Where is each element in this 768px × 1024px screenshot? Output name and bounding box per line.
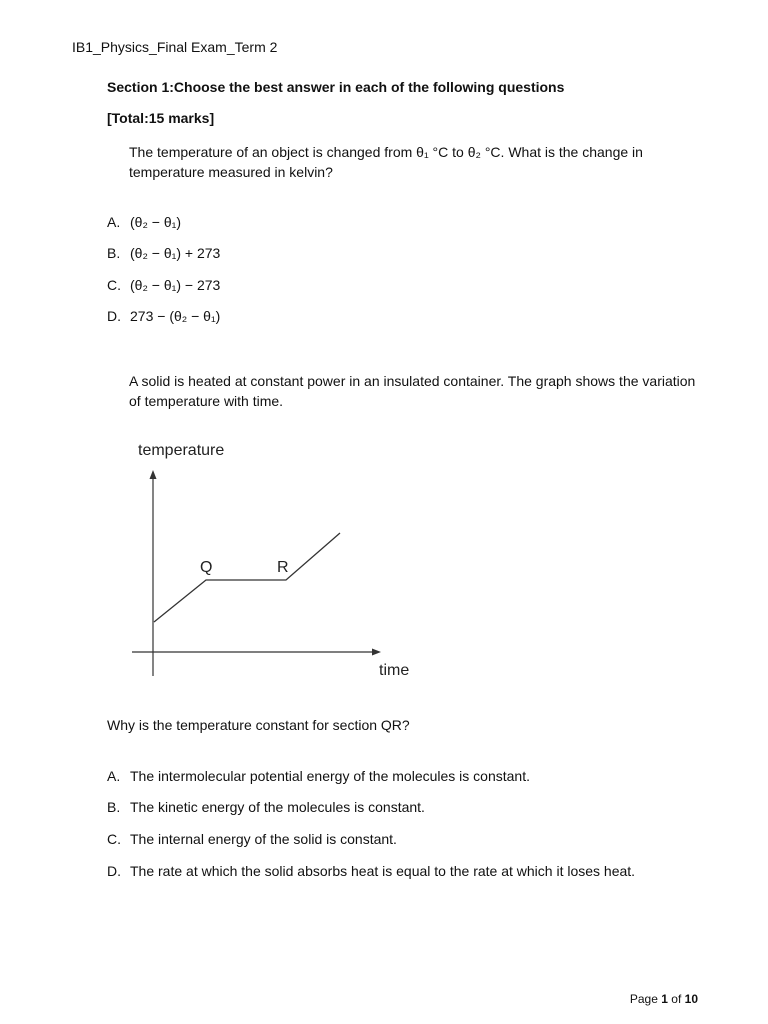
question-2-option-c (107, 831, 397, 847)
option-text: 273 − (θ₂ − θ₁) (130, 308, 221, 324)
y-axis-arrowhead (150, 470, 157, 479)
question-2-text: A solid is heated at constant power in an insulated container. The graph shows the variation of temperature with time. (129, 373, 696, 409)
option-text: The intermolecular potential energy of the molecules is constant. (130, 768, 530, 784)
x-axis-arrowhead (372, 649, 381, 656)
option-letter: C. (107, 831, 121, 847)
document-header-title: IB1_Physics_Final Exam_Term 2 (72, 39, 278, 55)
option-text: (θ₂ − θ₁) + 273 (130, 245, 221, 261)
option-letter: D. (107, 308, 121, 324)
option-text: (θ₂ − θ₁) (130, 214, 182, 230)
option-text: The rate at which the solid absorbs heat is equal to the rate at which it loses heat. (130, 863, 636, 879)
option-text: The internal energy of the solid is constant. (130, 831, 397, 847)
option-letter: A. (107, 768, 121, 784)
option-letter: A. (107, 214, 121, 230)
option-text: (θ₂ − θ₁) − 273 (130, 277, 221, 293)
section-title: Section 1:Choose the best answer in each of the following questions (107, 79, 565, 95)
heating-curve (154, 533, 340, 622)
option-letter: C. (107, 277, 121, 293)
question-2-option-b (107, 799, 425, 815)
question-1-option-c (107, 277, 220, 293)
temperature-time-graph (120, 436, 430, 686)
question-1-option-a (107, 214, 181, 230)
question-2-prompt: Why is the temperature constant for section QR? (107, 717, 410, 733)
page-current: 1 (661, 992, 668, 1006)
option-text: The kinetic energy of the molecules is constant. (130, 799, 425, 815)
graph-xlabel: time (379, 662, 410, 679)
point-r-label: R (277, 559, 289, 576)
option-letter: B. (107, 799, 121, 815)
page-word: Page (629, 992, 658, 1006)
question-1-text: The temperature of an object is changed from θ₁ °C to θ₂ °C. What is the change in temperature measured in kelvin? (129, 144, 643, 180)
graph-ylabel: temperature (138, 442, 225, 459)
total-marks: [Total:15 marks] (107, 110, 215, 126)
option-letter: B. (107, 245, 121, 261)
page-total: 10 (684, 992, 698, 1006)
page-number (630, 992, 698, 1006)
question-1-option-b (107, 245, 220, 261)
question-2-option-a (107, 768, 530, 784)
option-letter: D. (107, 863, 121, 879)
point-q-label: Q (200, 559, 213, 576)
question-2-option-d (107, 863, 635, 879)
question-1-option-d (107, 308, 220, 324)
page-of: of (671, 992, 682, 1006)
